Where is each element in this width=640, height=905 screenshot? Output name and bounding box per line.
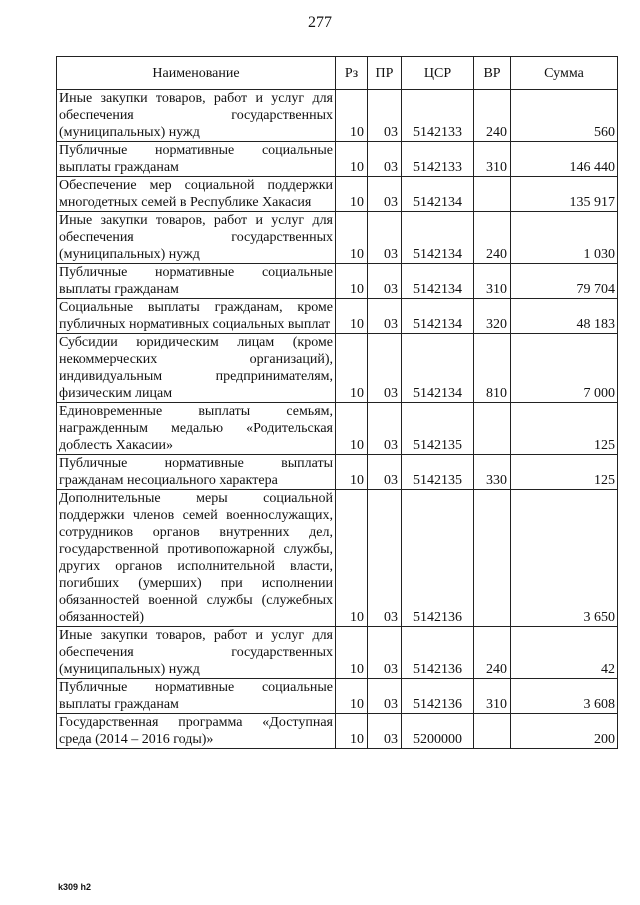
table-row [57,334,618,403]
cell-csr: 5142133 [402,142,474,177]
cell-vr: 240 [474,627,511,679]
cell-rz: 10 [336,90,368,142]
cell-csr: 5142133 [402,90,474,142]
cell-vr [474,177,511,212]
table-row [57,299,618,334]
cell-pr: 03 [368,679,402,714]
table-row [57,264,618,299]
cell-pr: 03 [368,299,402,334]
cell-rz: 10 [336,455,368,490]
cell-rz: 10 [336,334,368,403]
cell-csr: 5142135 [402,403,474,455]
cell-rz: 10 [336,212,368,264]
table-row [57,90,618,142]
cell-rz: 10 [336,490,368,627]
cell-csr: 5200000 [402,714,474,749]
cell-rz: 10 [336,714,368,749]
cell-vr [474,714,511,749]
cell-sum: 146 440 [511,142,618,177]
cell-vr: 310 [474,142,511,177]
table-row [57,177,618,212]
cell-csr: 5142136 [402,627,474,679]
table-row [57,403,618,455]
table-row [57,714,618,749]
cell-pr: 03 [368,264,402,299]
cell-pr: 03 [368,627,402,679]
table-row [57,490,618,627]
cell-name: Публичные нормативные социальные выплаты гражданам [57,264,336,299]
cell-rz: 10 [336,142,368,177]
cell-pr: 03 [368,714,402,749]
cell-pr: 03 [368,142,402,177]
cell-pr: 03 [368,90,402,142]
cell-pr: 03 [368,212,402,264]
cell-name: Публичные нормативные социальные выплаты гражданам [57,679,336,714]
cell-name: Государственная программа «Доступная среда (2014 – 2016 годы)» [57,714,336,749]
cell-name: Обеспечение мер социальной поддержки многодетных семей в Республике Хакасия [57,177,336,212]
header-vr: ВР [474,57,511,90]
table-body [57,90,618,749]
cell-vr [474,490,511,627]
cell-csr: 5142134 [402,212,474,264]
cell-sum: 79 704 [511,264,618,299]
cell-csr: 5142134 [402,299,474,334]
cell-pr: 03 [368,334,402,403]
cell-rz: 10 [336,264,368,299]
cell-vr: 310 [474,264,511,299]
cell-rz: 10 [336,627,368,679]
cell-sum: 125 [511,455,618,490]
cell-name: Иные закупки товаров, работ и услуг для обеспечения государственных (муниципальных) нужд [57,627,336,679]
table-row [57,627,618,679]
header-pr: ПР [368,57,402,90]
cell-name: Иные закупки товаров, работ и услуг для обеспечения государственных (муниципальных) нужд [57,212,336,264]
cell-sum: 560 [511,90,618,142]
cell-name: Единовременные выплаты семьям, награжденным медалью «Родительская доблесть Хакасии» [57,403,336,455]
cell-sum: 200 [511,714,618,749]
cell-sum: 3 608 [511,679,618,714]
cell-csr: 5142136 [402,490,474,627]
cell-csr: 5142135 [402,455,474,490]
budget-table [56,56,618,749]
cell-sum: 48 183 [511,299,618,334]
cell-sum: 42 [511,627,618,679]
cell-vr: 330 [474,455,511,490]
cell-name: Публичные нормативные социальные выплаты гражданам [57,142,336,177]
cell-vr: 810 [474,334,511,403]
cell-csr: 5142136 [402,679,474,714]
cell-name: Субсидии юридическим лицам (кроме некоммерческих организаций), индивидуальным предпринимателям, физическим лицам [57,334,336,403]
cell-name: Дополнительные меры социальной поддержки членов семей военнослужащих, сотрудников органов внутренних дел, государственной противопожарной службы, других органов исполнительной власти, погибших (умерших) при исполнении обязанностей военной службы (служебных обязанностей) [57,490,336,627]
table-row [57,212,618,264]
table-header-row [57,57,618,90]
cell-pr: 03 [368,455,402,490]
cell-rz: 10 [336,679,368,714]
cell-name: Социальные выплаты гражданам, кроме публичных нормативных социальных выплат [57,299,336,334]
cell-csr: 5142134 [402,264,474,299]
table-row [57,455,618,490]
cell-vr [474,403,511,455]
cell-csr: 5142134 [402,177,474,212]
table-row [57,679,618,714]
cell-vr: 310 [474,679,511,714]
cell-sum: 125 [511,403,618,455]
cell-sum: 3 650 [511,490,618,627]
header-rz: Рз [336,57,368,90]
cell-rz: 10 [336,403,368,455]
cell-pr: 03 [368,177,402,212]
page-number: 277 [308,14,332,31]
header-csr: ЦСР [402,57,474,90]
cell-sum: 7 000 [511,334,618,403]
cell-rz: 10 [336,299,368,334]
header-sum: Сумма [511,57,618,90]
cell-name: Публичные нормативные выплаты гражданам несоциального характера [57,455,336,490]
footer-code: k309 h2 [58,882,92,892]
cell-csr: 5142134 [402,334,474,403]
table-row [57,142,618,177]
cell-pr: 03 [368,490,402,627]
cell-vr: 240 [474,212,511,264]
cell-vr: 320 [474,299,511,334]
header-name: Наименование [57,57,336,90]
cell-sum: 1 030 [511,212,618,264]
cell-rz: 10 [336,177,368,212]
cell-name: Иные закупки товаров, работ и услуг для обеспечения государственных (муниципальных) нужд [57,90,336,142]
cell-vr: 240 [474,90,511,142]
cell-pr: 03 [368,403,402,455]
cell-sum: 135 917 [511,177,618,212]
